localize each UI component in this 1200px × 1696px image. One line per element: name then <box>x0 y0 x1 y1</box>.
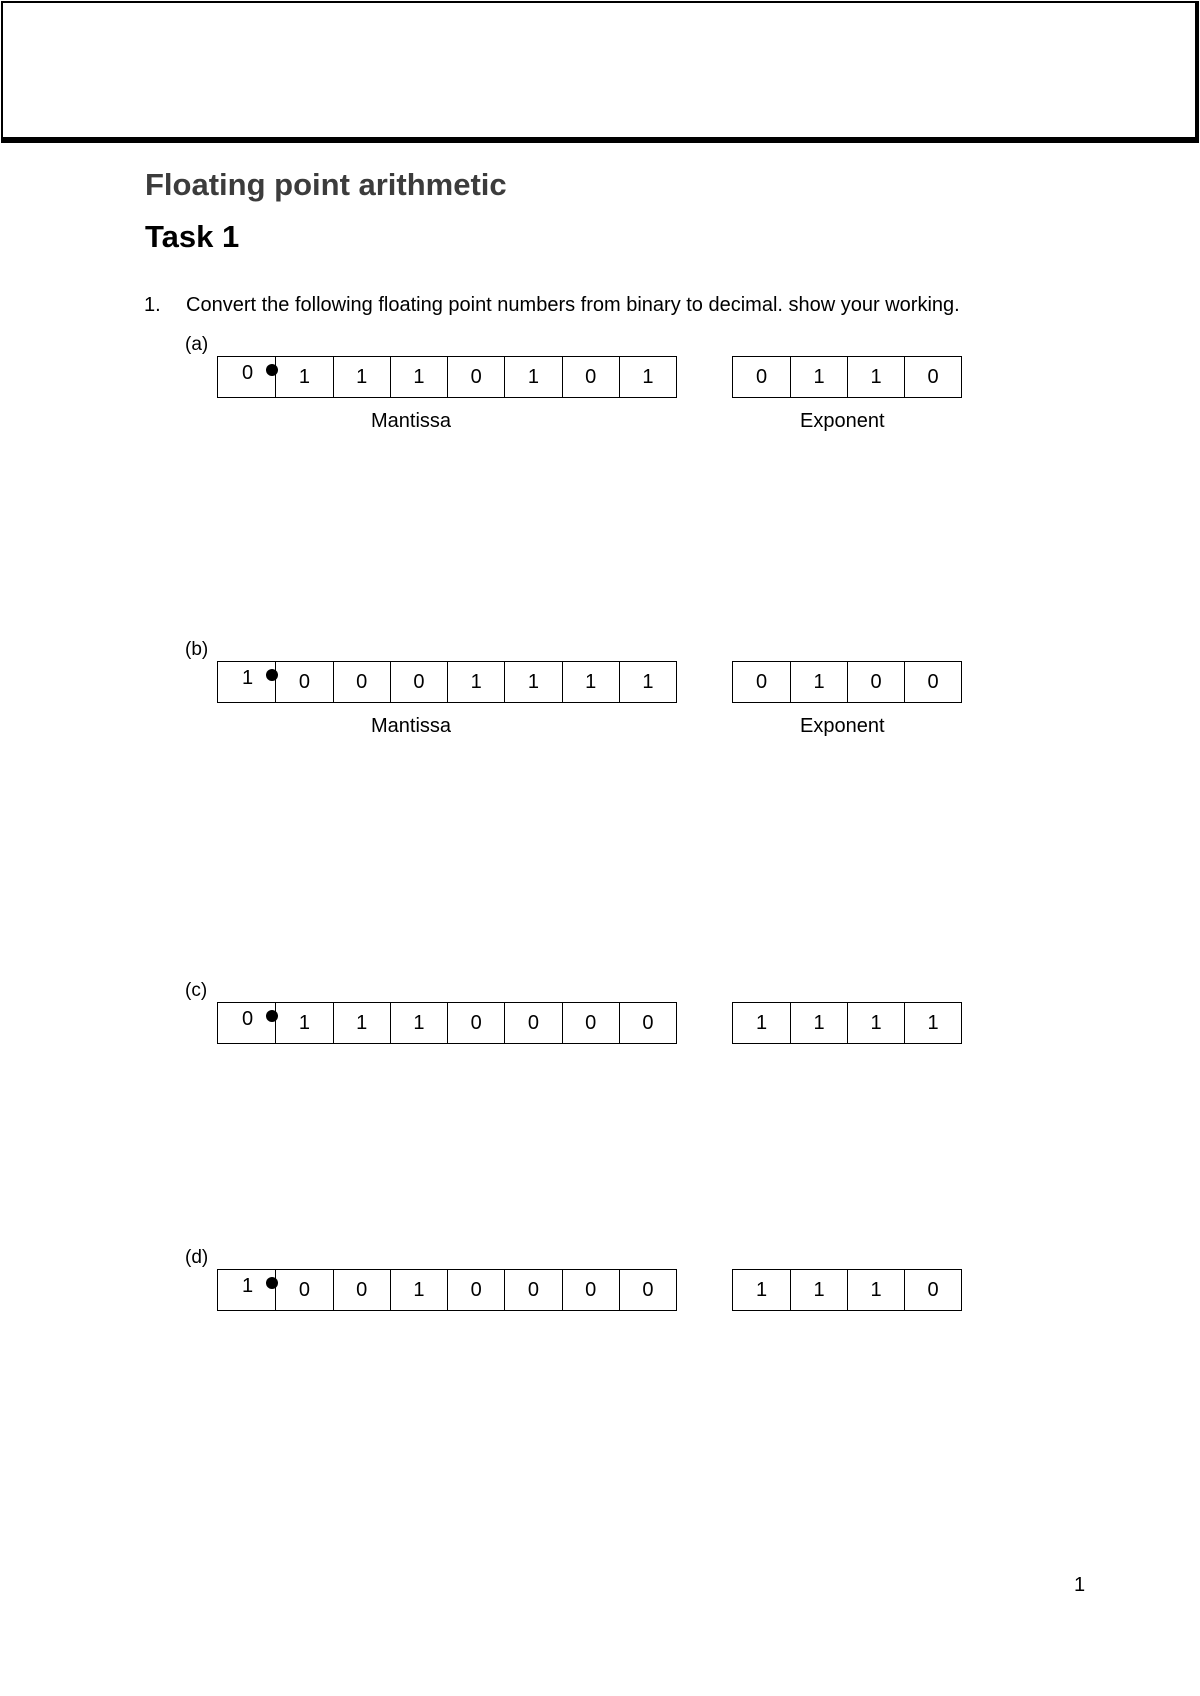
sign-bit: 1 <box>242 1275 254 1297</box>
exponent-bit: 0 <box>847 662 904 702</box>
mantissa-bit: 1 <box>447 662 504 702</box>
exponent-register <box>732 1002 962 1044</box>
exponent-caption: Exponent <box>800 410 885 432</box>
mantissa-bit: 0 <box>275 1270 332 1310</box>
exponent-bit: 1 <box>904 1003 961 1043</box>
mantissa-bit: 1 <box>333 1003 390 1043</box>
exponent-bit: 1 <box>847 1270 904 1310</box>
binary-point-dot <box>266 364 278 376</box>
part-label: (c) <box>185 980 208 1001</box>
page-title: Floating point arithmetic <box>145 167 507 202</box>
mantissa-bit: 0 <box>562 1270 619 1310</box>
exponent-register <box>732 356 962 398</box>
mantissa-bit: 0 <box>333 662 390 702</box>
exponent-bit: 1 <box>790 1270 847 1310</box>
mantissa-bit: 1 <box>275 1003 332 1043</box>
exponent-bit: 1 <box>790 1003 847 1043</box>
mantissa-bit: 0 <box>447 357 504 397</box>
exponent-bit: 1 <box>755 1279 768 1301</box>
mantissa-bit: 0 <box>447 1270 504 1310</box>
mantissa-register <box>217 661 677 703</box>
header-box <box>1 1 1199 143</box>
mantissa-bit: 0 <box>390 662 447 702</box>
mantissa-bit: 1 <box>562 662 619 702</box>
question-number: 1. <box>144 294 161 316</box>
exponent-register <box>732 661 962 703</box>
binary-point-dot <box>266 1010 278 1022</box>
exponent-bit: 1 <box>790 357 847 397</box>
question-text: Convert the following floating point numbers from binary to decimal. show your working. <box>186 294 960 316</box>
mantissa-caption: Mantissa <box>371 410 452 432</box>
mantissa-bit: 1 <box>619 357 676 397</box>
part-d <box>0 1247 1200 1357</box>
sign-bit: 1 <box>242 667 254 689</box>
exponent-bit: 1 <box>847 1003 904 1043</box>
mantissa-register <box>217 1002 677 1044</box>
mantissa-bit: 1 <box>390 1003 447 1043</box>
part-label: (b) <box>185 639 209 660</box>
mantissa-bit: 0 <box>333 1270 390 1310</box>
exponent-bit: 0 <box>904 1270 961 1310</box>
mantissa-bit: 0 <box>504 1270 561 1310</box>
exponent-bit: 0 <box>904 357 961 397</box>
mantissa-bit: 1 <box>504 662 561 702</box>
exponent-caption: Exponent <box>800 715 885 737</box>
page-number: 1 <box>1074 1574 1086 1596</box>
mantissa-bit: 1 <box>390 1270 447 1310</box>
part-label: (d) <box>185 1247 209 1268</box>
binary-point-dot <box>266 669 278 681</box>
mantissa-bit: 1 <box>333 357 390 397</box>
exponent-bit: 1 <box>847 357 904 397</box>
part-a <box>0 334 1200 444</box>
exponent-bit: 1 <box>755 1012 768 1034</box>
mantissa-bit: 0 <box>275 662 332 702</box>
mantissa-bit: 1 <box>390 357 447 397</box>
mantissa-bit: 1 <box>275 357 332 397</box>
part-c <box>0 980 1200 1090</box>
sign-bit: 0 <box>242 362 254 384</box>
sign-bit: 0 <box>242 1008 254 1030</box>
mantissa-bit: 1 <box>619 662 676 702</box>
binary-point-dot <box>266 1277 278 1289</box>
exponent-bit: 1 <box>790 662 847 702</box>
mantissa-register <box>217 356 677 398</box>
mantissa-bit: 0 <box>562 357 619 397</box>
mantissa-bit: 0 <box>504 1003 561 1043</box>
mantissa-bit: 0 <box>619 1270 676 1310</box>
exponent-bit: 0 <box>904 662 961 702</box>
mantissa-bit: 0 <box>447 1003 504 1043</box>
mantissa-bit: 1 <box>504 357 561 397</box>
mantissa-caption: Mantissa <box>371 715 452 737</box>
task-heading: Task 1 <box>145 219 240 254</box>
exponent-register <box>732 1269 962 1311</box>
exponent-bit: 0 <box>755 671 768 693</box>
mantissa-bit: 0 <box>562 1003 619 1043</box>
part-b <box>0 639 1200 749</box>
mantissa-bit: 0 <box>619 1003 676 1043</box>
mantissa-register <box>217 1269 677 1311</box>
exponent-bit: 0 <box>755 366 768 388</box>
part-label: (a) <box>185 334 209 355</box>
